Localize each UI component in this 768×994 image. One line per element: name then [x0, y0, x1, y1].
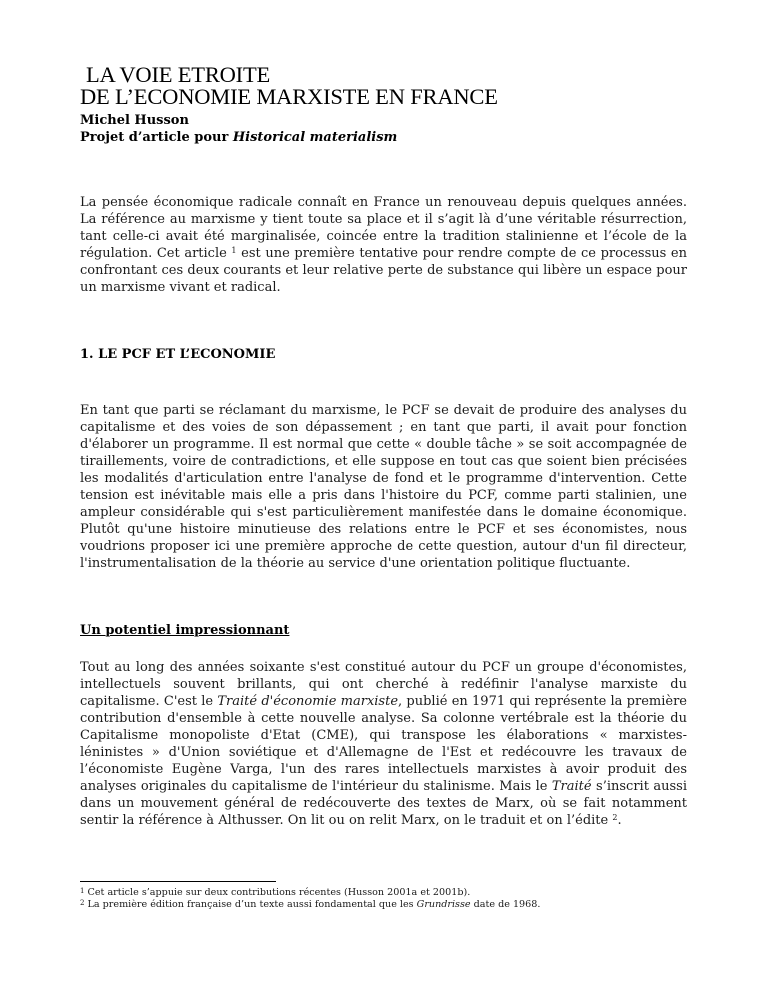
author-block: [80, 112, 397, 146]
subsection-text-4: .: [617, 813, 622, 828]
subsection-paragraph: [80, 659, 687, 829]
intro-text-a: La pensée économique radicale connaît en France un renouveau depuis quelques années. La référence au marxisme y tient toute sa place et il s’agit là d’une véritable résurrection, tant celle-ci avait été marginalisée, coincée entre la tradition stalinienne et l’école de la régulation. Cet article: [80, 195, 687, 261]
intro-text-b: est une première tentative pour rendre compte de ce processus en confrontant ces deux courants et leur relative perte de substance qui libère un espace pour un marxisme vivant et radical.: [80, 246, 687, 295]
footnote-2-number: 2: [80, 899, 85, 907]
footnote-2: [80, 899, 540, 911]
article-note: [80, 129, 397, 146]
footnote-2-text-a: La première édition française d’un texte aussi fondamental que les: [84, 899, 417, 910]
article-title: [80, 64, 498, 108]
journal-name: Historical materialism: [232, 130, 398, 145]
footnote-1-number: 1: [80, 887, 85, 895]
footnote-2-text-b: date de 1968.: [470, 899, 541, 910]
title-line-1: LA VOIE ETROITE: [86, 62, 271, 87]
title-line-2: DE L’ECONOMIE MARXISTE EN FRANCE: [80, 84, 498, 109]
author-name: Michel Husson: [80, 113, 189, 128]
subsection-text-2: , publié en 1971 qui représente la première contribution d'ensemble à cette nouvelle analyse. Sa colonne vertébrale est la théorie du Capitalisme monopoliste d'Etat (CME), qui transpose les élaborations « marxistes-léninistes » d'Union soviétique et d'Allemagne de l'Est et redécouvre les travaux de l’économiste Eugène Varga, l'un des rares intellectuels marxistes à avoir produit des analyses originales du capitalisme de l'intérieur du stalinisme. Mais le: [80, 694, 687, 794]
section-heading: 1. LE PCF ET L’ECONOMIE: [80, 347, 276, 362]
footnote-ref-1[interactable]: 1: [231, 246, 237, 255]
grundrisse-title: Grundrisse: [416, 899, 471, 910]
treatise-title: Traité d'économie marxiste: [217, 694, 399, 709]
footnote-divider: [80, 881, 276, 882]
subsection-heading: Un potentiel impressionnant: [80, 623, 290, 638]
intro-paragraph: [80, 194, 687, 296]
subsection-text-1: Tout au long des années soixante s'est constitué autour du PCF un groupe d'économistes, intellectuels souvent brillants, qui ont cherché à redéfinir l'analyse marxiste du capitalisme. C'est le: [80, 660, 687, 709]
footnote-ref-2[interactable]: 2: [612, 813, 618, 822]
article-note-prefix: Projet d’article pour: [80, 130, 233, 145]
section-paragraph: En tant que parti se réclamant du marxisme, le PCF se devait de produire des analyses du capitalisme et des voies de son dépassement ; en tant que parti, il avait pour fonction d'élaborer un programme. Il est normal que cette « double tâche » se soit accompagnée de tiraillements, voire de contradictions, et elle suppose en tout cas que soient bien précisées les modalités d'articulation entre l'analyse de fond et le programme d'intervention. Cette tension est inévitable mais elle a pris dans l'histoire du PCF, comme parti stalinien, une ampleur considérable qui s'est particulièrement manifestée dans le domaine économique. Plutôt qu'une histoire minutieuse des relations entre le PCF et ses économistes, nous voudrions proposer ici une première approche de cette question, autour d'un fil directeur, l'instrumentalisation de la théorie au service d'une orientation politique fluctuante.: [80, 403, 687, 571]
treatise-short-title: Traité: [551, 779, 592, 794]
footnote-1-text: Cet article s’appuie sur deux contributions récentes (Husson 2001a et 2001b).: [84, 887, 471, 898]
footnote-1: [80, 887, 470, 899]
subsection-text-3: s’inscrit aussi dans un mouvement général de redécouverte des textes de Marx, où se fait notamment sentir la référence à Althusser. On lit ou on relit Marx, on le traduit et on l’édite: [80, 779, 687, 828]
